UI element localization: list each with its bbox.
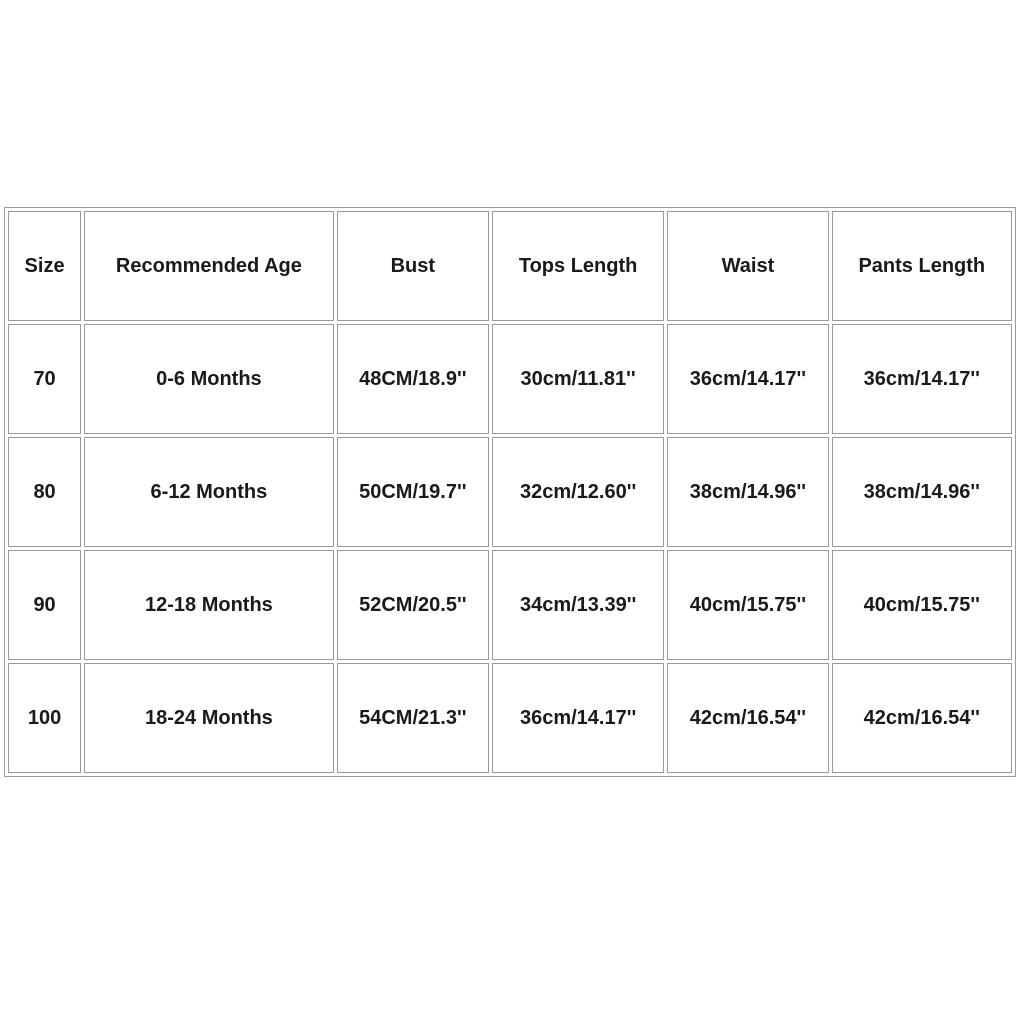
cell-pants-length: 40cm/15.75'' (832, 550, 1012, 660)
header-tops-length: Tops Length (492, 211, 664, 321)
cell-bust: 54CM/21.3'' (337, 663, 489, 773)
cell-bust: 48CM/18.9'' (337, 324, 489, 434)
header-size: Size (8, 211, 81, 321)
cell-tops-length: 34cm/13.39'' (492, 550, 664, 660)
cell-waist: 36cm/14.17'' (667, 324, 828, 434)
header-waist: Waist (667, 211, 828, 321)
table-row (8, 437, 1012, 547)
table-row (8, 550, 1012, 660)
size-chart-table-wrapper (4, 207, 1016, 777)
cell-waist: 42cm/16.54'' (667, 663, 828, 773)
cell-size: 70 (8, 324, 81, 434)
cell-recommended-age: 6-12 Months (84, 437, 334, 547)
table-header-row (8, 211, 1012, 321)
size-chart-table (5, 208, 1015, 776)
cell-recommended-age: 12-18 Months (84, 550, 334, 660)
cell-bust: 52CM/20.5'' (337, 550, 489, 660)
cell-waist: 40cm/15.75'' (667, 550, 828, 660)
table-row (8, 663, 1012, 773)
table-row (8, 324, 1012, 434)
cell-recommended-age: 18-24 Months (84, 663, 334, 773)
cell-pants-length: 38cm/14.96'' (832, 437, 1012, 547)
header-bust: Bust (337, 211, 489, 321)
cell-tops-length: 36cm/14.17'' (492, 663, 664, 773)
cell-bust: 50CM/19.7'' (337, 437, 489, 547)
cell-size: 100 (8, 663, 81, 773)
cell-waist: 38cm/14.96'' (667, 437, 828, 547)
cell-tops-length: 30cm/11.81'' (492, 324, 664, 434)
cell-size: 90 (8, 550, 81, 660)
header-pants-length: Pants Length (832, 211, 1012, 321)
header-recommended-age: Recommended Age (84, 211, 334, 321)
cell-tops-length: 32cm/12.60'' (492, 437, 664, 547)
cell-pants-length: 42cm/16.54'' (832, 663, 1012, 773)
cell-pants-length: 36cm/14.17'' (832, 324, 1012, 434)
cell-recommended-age: 0-6 Months (84, 324, 334, 434)
cell-size: 80 (8, 437, 81, 547)
